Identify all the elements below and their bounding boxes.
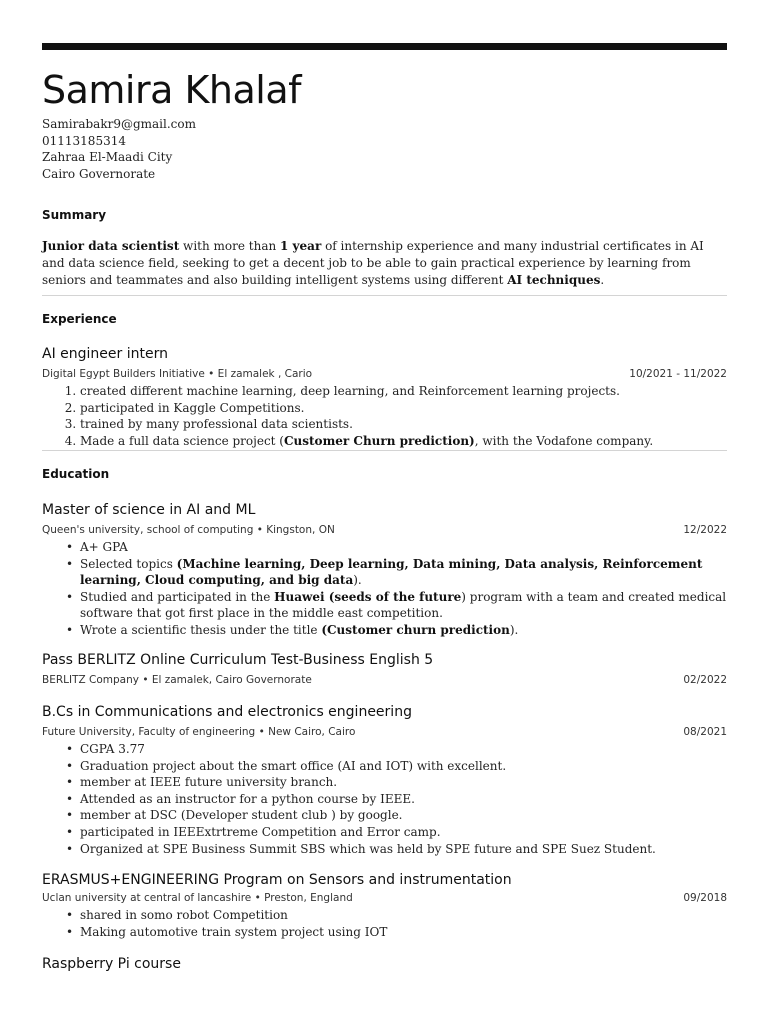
education-title: ERASMUS+ENGINEERING Program on Sensors and instrumentation (42, 872, 512, 888)
list-item: 1. created different machine learning, deep learning, and Reinforcement learning projects. (80, 383, 727, 400)
experience-date: 10/2021 - 11/2022 (629, 368, 727, 380)
phone: 01113185314 (42, 133, 126, 148)
experience-meta (42, 368, 727, 380)
education-title: Pass BERLITZ Online Curriculum Test-Business English 5 (42, 652, 434, 668)
education-date: 09/2018 (683, 892, 727, 904)
address-line-1: Zahraa El-Maadi City (42, 150, 173, 164)
list-item: • Graduation project about the smart office (AI and IOT) with excellent. (80, 758, 727, 775)
education-date: 12/2022 (683, 524, 727, 536)
education-list (42, 741, 727, 857)
candidate-name: Samira Khalaf (42, 68, 301, 112)
item-text: ). (509, 622, 519, 637)
list-item: • Making automotive train system project using IOT (80, 924, 727, 941)
summary-text-part: with more than (179, 239, 281, 253)
experience-title: AI engineer intern (42, 346, 168, 362)
summary-heading: Summary (42, 208, 107, 222)
item-text: ) program with a team and created medical software that got first place in the middle east competition. (80, 589, 727, 621)
education-title: B.Cs in Communications and electronics engineering (42, 704, 412, 720)
list-item: • member at IEEE future university branch. (80, 774, 727, 791)
education-meta (42, 524, 727, 536)
list-item: • Organized at SPE Business Summit SBS which was held by SPE future and SPE Suez Student. (80, 841, 727, 858)
email: Samirabakr9@gmail.com (42, 117, 196, 131)
item-text: Studied and participated in the (80, 589, 275, 604)
summary-text-part: of internship experience and many industrial certificates in AI and data science field, seeking to get a decent job to be able to gain practical experience by learning from seniors and teammates and also building intelligent systems using different (42, 239, 704, 287)
list-item: 3. trained by many professional data scientists. (80, 416, 727, 433)
education-title: Raspberry Pi course (42, 956, 181, 972)
experience-org: Digital Egypt Builders Initiative • El zamalek , Cario (42, 368, 313, 380)
list-item (80, 622, 727, 639)
item-bold: Huawei (seeds of the future (274, 589, 462, 604)
education-date: 08/2021 (683, 726, 727, 738)
list-item: • Attended as an instructor for a python course by IEEE. (80, 791, 727, 808)
item-text: , with the Vodafone company. (474, 433, 654, 448)
item-bold: (Machine learning, Deep learning, Data mining, Data analysis, Reinforcement learning, Cloud computing, and big data (80, 556, 703, 588)
experience-heading: Experience (42, 312, 117, 326)
list-item (80, 589, 727, 622)
education-org: BERLITZ Company • El zamalek, Cairo Governorate (42, 674, 312, 686)
education-meta (42, 674, 727, 686)
summary-text (42, 238, 727, 289)
list-item: • A+ GPA (80, 539, 727, 556)
item-bold: (Customer churn prediction (321, 622, 510, 637)
list-item (80, 556, 727, 589)
header-rule (42, 43, 727, 50)
education-meta (42, 892, 727, 904)
education-org: Future University, Faculty of engineering • New Cairo, Cairo (42, 726, 356, 738)
education-heading: Education (42, 467, 110, 481)
list-item: • member at DSC (Developer student club ) by google. (80, 807, 727, 824)
item-text: Wrote a scientific thesis under the title (80, 622, 322, 637)
address-line-2: Cairo Governorate (42, 166, 156, 181)
education-list (42, 539, 727, 639)
list-item: • shared in somo robot Competition (80, 907, 727, 924)
education-org: Uclan university at central of lancashire • Preston, England (42, 892, 353, 904)
summary-text-part: . (600, 273, 605, 287)
experience-list (42, 383, 727, 449)
resume-page (42, 0, 727, 1024)
list-item: • CGPA 3.77 (80, 741, 727, 758)
education-date: 02/2022 (683, 674, 727, 686)
education-list (42, 907, 727, 940)
item-text: Selected topics (80, 556, 177, 571)
section-divider (42, 295, 727, 296)
summary-bold-role: Junior data scientist (42, 239, 180, 253)
list-item (80, 433, 727, 450)
summary-bold-years: 1 year (280, 239, 322, 253)
education-org: Queen's university, school of computing • Kingston, ON (42, 524, 335, 536)
summary-bold-techniques: AI techniques (507, 273, 601, 287)
item-text: ). (353, 573, 362, 588)
contact-block (42, 116, 196, 182)
section-divider (42, 450, 727, 451)
item-text: Made a full data science project ( (80, 433, 284, 448)
education-meta (42, 726, 727, 738)
list-item: • participated in IEEExtrtreme Competition and Error camp. (80, 824, 727, 841)
education-title: Master of science in AI and ML (42, 502, 256, 518)
item-bold: Customer Churn prediction) (283, 433, 475, 448)
list-item: 2. participated in Kaggle Competitions. (80, 400, 727, 417)
